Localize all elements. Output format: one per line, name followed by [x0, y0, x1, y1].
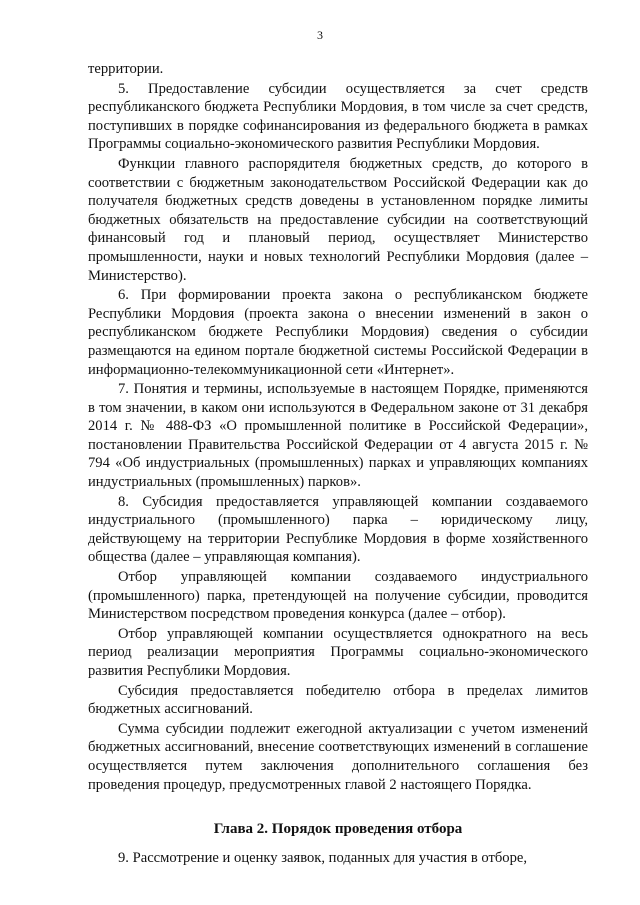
paragraph: 7. Понятия и термины, используемые в настоящем Порядке, применяются в том значении, в каком они используются в Федеральном законе от 31 декабря 2014 г. № 488-ФЗ «О промышленной политике в Российской Федерации», постановлении Правительства Российской Федерации от 4 августа 2015 г. № 794 «Об индустриальных (промышленных) парках и управляющих компаниях индустриальных (промышленных) парков».: [88, 381, 588, 491]
paragraph: Сумма субсидии подлежит ежегодной актуализации с учетом изменений бюджетных ассигнований, внесение соответствующих изменений в соглашение осуществляется путем заключения дополнительного соглашения без проведения процедур, предусмотренных главой 2 настоящего Порядка.: [88, 720, 588, 793]
paragraph: 5. Предоставление субсидии осуществляется за счет средств республиканского бюджета Республики Мордовия, в том числе за счет средств, поступивших в порядке софинансирования из федерального бюджета в рамках Программы социально-экономического развития Республики Мордовия.: [88, 80, 588, 153]
paragraph: Отбор управляющей компании осуществляется однократного на весь период реализации мероприятия Программы социально-экономического развития Республики Мордовия.: [88, 625, 588, 679]
paragraph: территории.: [88, 61, 164, 77]
paragraph: Отбор управляющей компании создаваемого индустриального (промышленного) парка, претендующей на получение субсидии, проводится Министерством посредством проведения конкурса (далее – отбор).: [88, 569, 588, 623]
paragraph: 9. Рассмотрение и оценку заявок, поданных для участия в отборе,: [118, 849, 528, 866]
paragraph: Функции главного распорядителя бюджетных средств, до которого в соответствии с бюджетным законодательством Российской Федерации как до получателя бюджетных средств доведены в установленном порядке лимиты бюджетных обязательств на предоставление субсидии на соответствующий финансовый год и плановый период, осуществляет Министерство промышленности, науки и новых технологий Республики Мордовия (далее – Министерство).: [88, 155, 588, 284]
paragraph: 6. При формировании проекта закона о республиканском бюджете Республики Мордовия (проекта закона о внесении изменений в закон о республиканском бюджете Республики Мордовия) сведения о субсидии размещаются на едином портале бюджетной системы Российской Федерации в информационно-телекоммуникационной сети «Интернет».: [88, 287, 588, 378]
page-number: 3: [317, 28, 323, 42]
document-body: [88, 60, 588, 868]
chapter-heading: Глава 2. Порядок проведения отбора: [213, 821, 463, 838]
paragraph: Субсидия предоставляется победителю отбора в пределах лимитов бюджетных ассигнований.: [88, 682, 588, 718]
paragraph: 8. Субсидия предоставляется управляющей компании создаваемого индустриального (промышленного) парка – юридическому лицу, действующему на территории Республике Мордовия в форме хозяйственного общества (далее – управляющая компания).: [88, 493, 588, 566]
